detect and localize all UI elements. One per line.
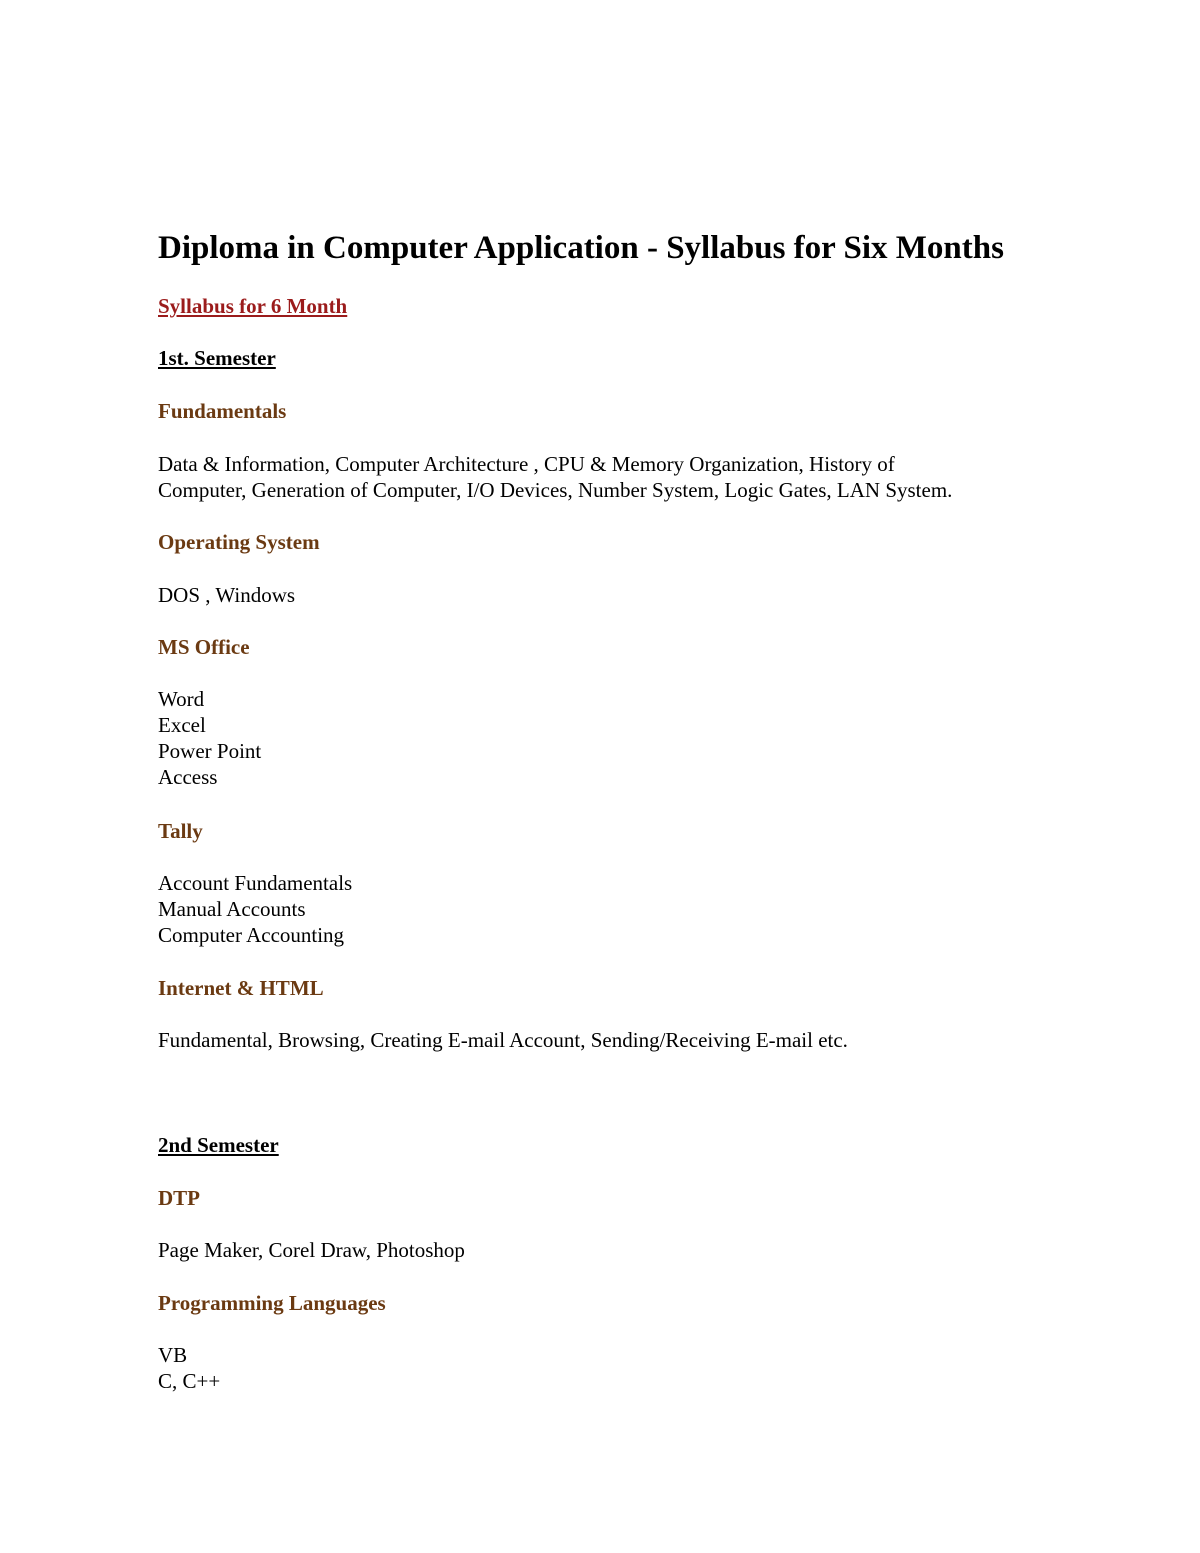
- fundamentals-line: Computer, Generation of Computer, I/O Devices, Number System, Logic Gates, LAN System.: [158, 478, 953, 502]
- list-item: Access: [158, 765, 218, 789]
- ms-office-heading: MS Office: [158, 635, 250, 659]
- fundamentals-line: Data & Information, Computer Architecture , CPU & Memory Organization, History of: [158, 452, 895, 476]
- semester-2-heading: 2nd Semester: [158, 1133, 279, 1157]
- fundamentals-heading: Fundamentals: [158, 399, 287, 423]
- internet-html-text: Fundamental, Browsing, Creating E-mail Account, Sending/Receiving E-mail etc.: [158, 1028, 848, 1052]
- dtp-heading: DTP: [158, 1186, 200, 1210]
- list-item: Excel: [158, 713, 206, 737]
- dtp-text: Page Maker, Corel Draw, Photoshop: [158, 1238, 465, 1262]
- page-title: Diploma in Computer Application - Syllabus for Six Months: [158, 230, 1004, 266]
- list-item: Word: [158, 687, 205, 711]
- list-item: Power Point: [158, 739, 262, 763]
- semester-1-heading: 1st. Semester: [158, 346, 276, 370]
- fundamentals-text: [158, 451, 952, 503]
- list-item: VB: [158, 1343, 188, 1367]
- programming-languages-list: [158, 1342, 220, 1394]
- operating-system-heading: Operating System: [158, 530, 320, 554]
- list-item: Manual Accounts: [158, 897, 306, 921]
- list-item: Account Fundamentals: [158, 871, 353, 895]
- operating-system-text: DOS , Windows: [158, 583, 296, 607]
- list-item: C, C++: [158, 1369, 221, 1393]
- syllabus-link[interactable]: Syllabus for 6 Month: [158, 294, 348, 318]
- internet-html-heading: Internet & HTML: [158, 976, 324, 1000]
- tally-list: [158, 870, 352, 948]
- programming-languages-heading: Programming Languages: [158, 1291, 386, 1315]
- tally-heading: Tally: [158, 819, 203, 843]
- ms-office-list: [158, 686, 261, 790]
- list-item: Computer Accounting: [158, 923, 345, 947]
